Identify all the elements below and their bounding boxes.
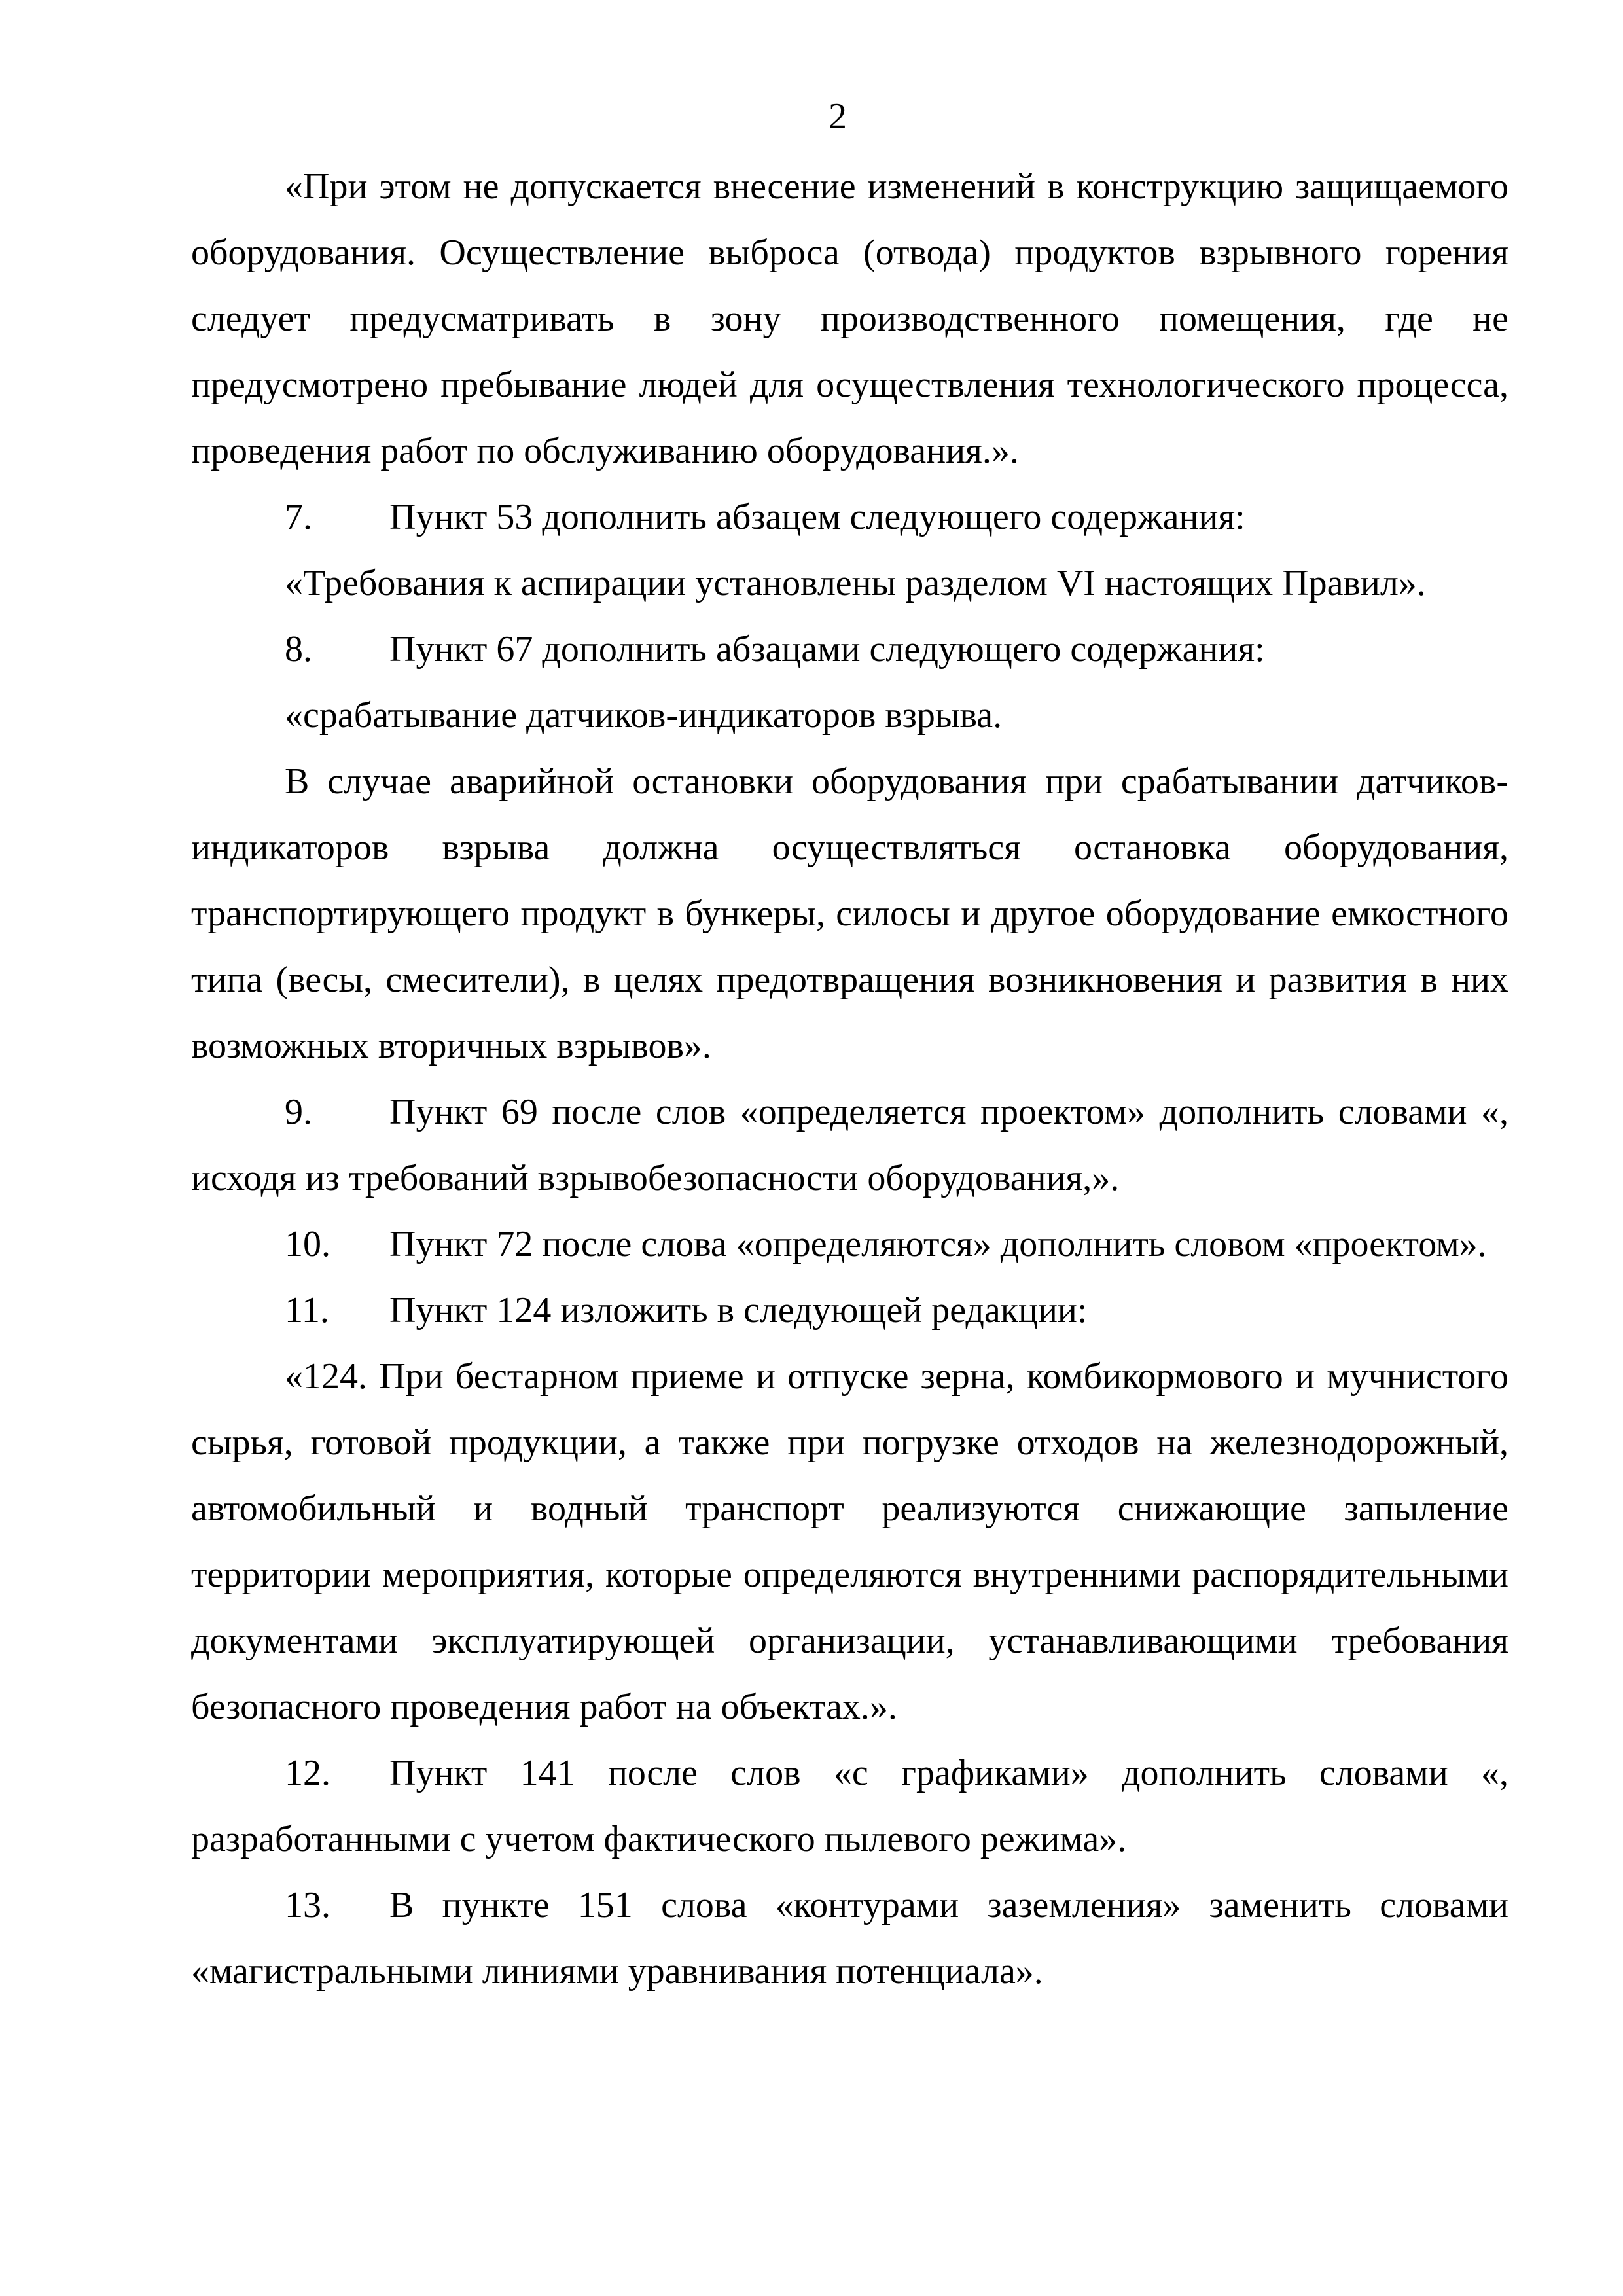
document-body bbox=[191, 154, 1508, 2005]
paragraph-quote-intro: «При этом не допускается внесение изменений в конструкцию защищаемого оборудования. Осуществление выброса (отвода) продуктов взрывного горения следует предусматривать в зону производственного помещения, где не предусмотрено пребывание людей для осуществления технологического процесса, проведения работ по обслуживанию оборудования.». bbox=[191, 166, 1508, 471]
numbered-item-12 bbox=[191, 1740, 1508, 1873]
item-number: 12. bbox=[285, 1753, 330, 1793]
item-text: Пункт 72 после слова «определяются» дополнить словом «проектом». bbox=[389, 1224, 1487, 1265]
item-text: В пункте 151 слова «контурами заземления» заменить словами «магистральными линиями уравнивания потенциала». bbox=[191, 1885, 1508, 1992]
numbered-item-9 bbox=[191, 1079, 1508, 1211]
paragraph-aspiration: «Требования к аспирации установлены разделом VI настоящих Правил». bbox=[285, 563, 1426, 603]
item-text: Пункт 141 после слов «с графиками» дополнить словами «, разработанными с учетом фактического пылевого режима». bbox=[191, 1753, 1508, 1859]
item-text: Пункт 53 дополнить абзацем следующего содержания: bbox=[389, 497, 1245, 537]
numbered-item-10 bbox=[191, 1211, 1508, 1278]
item-number: 13. bbox=[285, 1885, 330, 1926]
item-text: Пункт 67 дополнить абзацами следующего содержания: bbox=[389, 629, 1265, 670]
numbered-item-8 bbox=[191, 617, 1508, 683]
item-number: 8. bbox=[285, 629, 312, 670]
page-number: 2 bbox=[829, 96, 847, 137]
item-number: 10. bbox=[285, 1224, 330, 1265]
item-number: 7. bbox=[285, 497, 312, 537]
item-number: 11. bbox=[285, 1290, 329, 1331]
item-text: Пункт 124 изложить в следующей редакции: bbox=[389, 1290, 1088, 1331]
numbered-item-7 bbox=[191, 484, 1508, 550]
numbered-item-11 bbox=[191, 1278, 1508, 1344]
item-number: 9. bbox=[285, 1092, 312, 1132]
numbered-item-13 bbox=[191, 1873, 1508, 2005]
paragraph-124: «124. При бестарном приеме и отпуске зерна, комбикормового и мучнистого сырья, готовой продукции, а также при погрузке отходов на железнодорожный, автомобильный и водный транспорт реализуются снижающие запыление территории мероприятия, которые определяются внутренними распорядительными документами эксплуатирующей организации, устанавливающими требования безопасного проведения работ на объектах.». bbox=[191, 1356, 1508, 1727]
item-text: Пункт 69 после слов «определяется проектом» дополнить словами «, исходя из требований взрывобезопасности оборудования,». bbox=[191, 1092, 1508, 1198]
paragraph-sensors: «срабатывание датчиков-индикаторов взрыва. bbox=[285, 695, 1003, 736]
paragraph-emergency-stop: В случае аварийной остановки оборудования при срабатывании датчиков-индикаторов взрыва должна осуществляться остановка оборудования, транспортирующего продукт в бункеры, силосы и другое оборудование емкостного типа (весы, смесители), в целях предотвращения возникновения и развития в них возможных вторичных взрывов». bbox=[191, 761, 1508, 1066]
